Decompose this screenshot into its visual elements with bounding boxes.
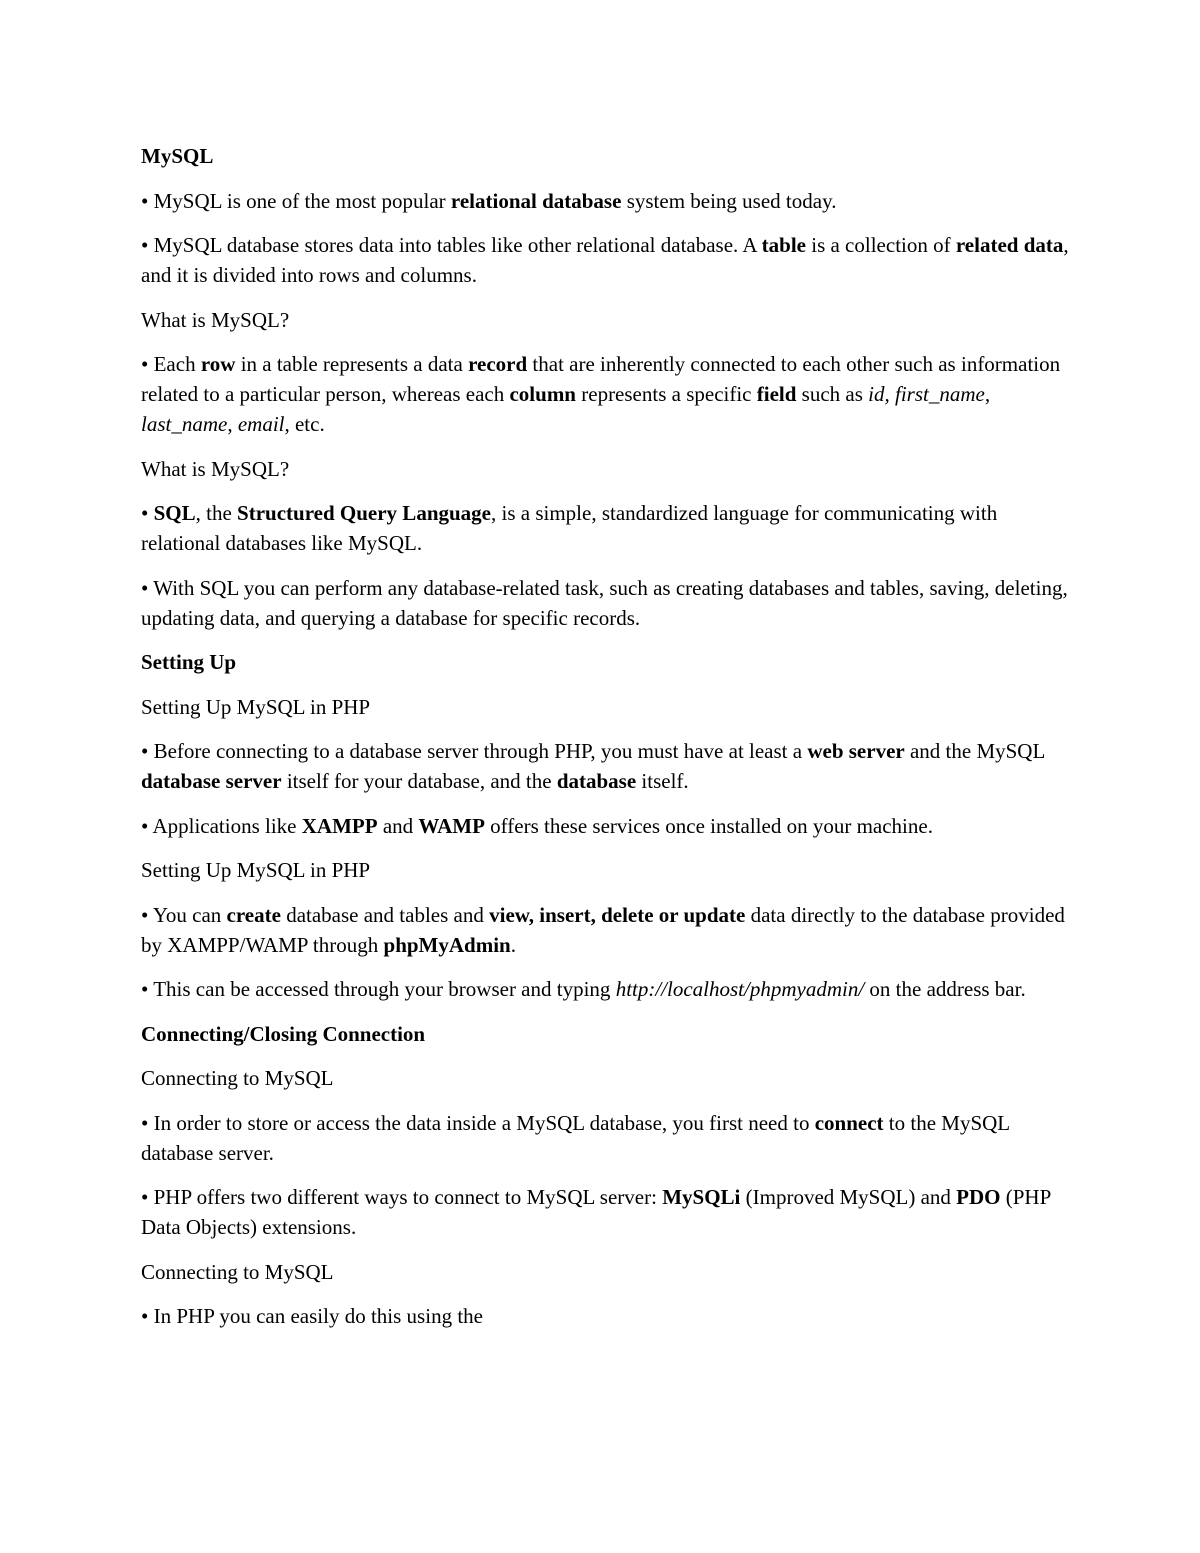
italic-text: http://localhost/phpmyadmin/ <box>615 977 865 1001</box>
text-run: • MySQL is one of the most popular <box>141 188 451 213</box>
bold-text: XAMPP <box>301 813 378 838</box>
paragraph <box>141 736 1071 796</box>
bold-text: relational database <box>450 188 622 213</box>
bold-text: column <box>509 382 576 406</box>
italic-text: last_name <box>141 412 228 436</box>
text-run: , <box>227 412 238 436</box>
text-run: • <box>141 501 154 525</box>
text-run: . <box>510 932 516 957</box>
bold-text: record <box>468 352 528 376</box>
bold-text: phpMyAdmin <box>383 932 511 957</box>
paragraph <box>141 498 1071 558</box>
bold-text: MySQLi <box>662 1185 741 1209</box>
bold-text: database server <box>141 769 282 793</box>
paragraph <box>141 141 1071 171</box>
text-run: What is MySQL? <box>141 307 290 332</box>
bold-text: view, insert, delete or update <box>489 902 746 927</box>
paragraph <box>141 573 1071 633</box>
bold-text: MySQL <box>141 144 214 168</box>
text-run: data directly to the database provided by XAMPP/WAMP through <box>141 902 1065 957</box>
paragraph <box>141 974 1071 1004</box>
paragraph <box>141 349 1071 439</box>
text-run: in a table represents a data <box>235 352 469 376</box>
text-run: , the <box>195 501 238 525</box>
document-body <box>141 141 1071 1346</box>
text-run: • Before connecting to a database server through PHP, you must have at least a <box>141 739 808 763</box>
text-run: database and tables and <box>280 902 490 927</box>
text-run: (Improved MySQL) and <box>740 1185 957 1209</box>
bold-text: connect <box>814 1110 884 1135</box>
bold-text: table <box>761 233 806 257</box>
text-run: • This can be accessed through your browser and typing <box>141 977 616 1001</box>
paragraph <box>141 647 1071 677</box>
text-run: Connecting to MySQL <box>141 1259 334 1284</box>
text-run: represents a specific <box>576 382 757 406</box>
text-run: • In PHP you can easily do this using the <box>141 1304 483 1328</box>
paragraph <box>141 900 1071 960</box>
text-run: system being used today. <box>621 188 837 213</box>
text-run: itself. <box>636 769 689 793</box>
text-run: • In order to store or access the data inside a MySQL database, you first need to <box>141 1110 815 1135</box>
text-run: , is a simple, standardized language for communicating with relational databases like MySQL. <box>141 501 998 555</box>
text-run: Connecting to MySQL <box>141 1066 334 1090</box>
text-run: that are inherently connected to each other such as information related to a particular person, whereas each <box>141 352 1061 406</box>
text-run: is a collection of <box>805 233 956 257</box>
text-run: to the MySQL database server. <box>141 1110 1010 1165</box>
bold-text: database <box>556 769 637 793</box>
bold-text: row <box>200 352 236 376</box>
paragraph <box>141 1063 1071 1093</box>
text-run: • PHP offers two different ways to connect to MySQL server: <box>141 1185 663 1209</box>
bold-text: PDO <box>956 1185 1001 1209</box>
text-run: • MySQL database stores data into tables like other relational database. A <box>141 233 762 257</box>
text-run: Setting Up MySQL in PHP <box>141 694 371 719</box>
text-run: What is MySQL? <box>141 456 290 481</box>
text-run: • You can <box>141 902 227 927</box>
paragraph <box>141 855 1071 885</box>
text-run: itself for your database, and the <box>281 769 557 793</box>
text-run: • Each <box>141 352 201 376</box>
bold-text: Setting Up <box>141 650 237 674</box>
bold-text: create <box>226 902 281 927</box>
paragraph <box>141 454 1071 484</box>
italic-text: email <box>237 412 285 436</box>
text-run: (PHP Data Objects) extensions. <box>141 1185 1051 1239</box>
paragraph <box>141 1301 1071 1331</box>
text-run: such as <box>796 382 869 406</box>
paragraph <box>141 692 1071 722</box>
text-run: , <box>984 382 991 406</box>
bold-text: web server <box>807 739 905 763</box>
paragraph <box>141 1257 1071 1287</box>
paragraph <box>141 1019 1071 1049</box>
paragraph <box>141 305 1071 335</box>
text-run: on the address bar. <box>864 977 1026 1001</box>
paragraph <box>141 1182 1071 1242</box>
italic-text: id, first_name <box>868 382 985 406</box>
bold-text: Structured Query Language <box>237 501 491 525</box>
text-run: offers these services once installed on your machine. <box>484 813 933 838</box>
text-run: , etc. <box>284 412 325 436</box>
bold-text: field <box>756 382 797 406</box>
paragraph <box>141 230 1071 290</box>
text-run: • Applications like <box>141 813 302 838</box>
bold-text: related data <box>955 233 1064 257</box>
paragraph <box>141 811 1071 841</box>
text-run: Setting Up MySQL in PHP <box>141 858 371 882</box>
text-run: and the MySQL <box>904 739 1045 763</box>
bold-text: Connecting/Closing Connection <box>141 1021 426 1046</box>
text-run: • With SQL you can perform any database-related task, such as creating databases and tables, saving, deleting, updating data, and querying a database for specific records. <box>141 575 1068 630</box>
bold-text: SQL <box>153 501 196 525</box>
text-run: , and it is divided into rows and columns. <box>141 233 1069 287</box>
bold-text: WAMP <box>418 813 485 838</box>
text-run: and <box>377 813 419 838</box>
paragraph <box>141 186 1071 216</box>
paragraph <box>141 1108 1071 1168</box>
